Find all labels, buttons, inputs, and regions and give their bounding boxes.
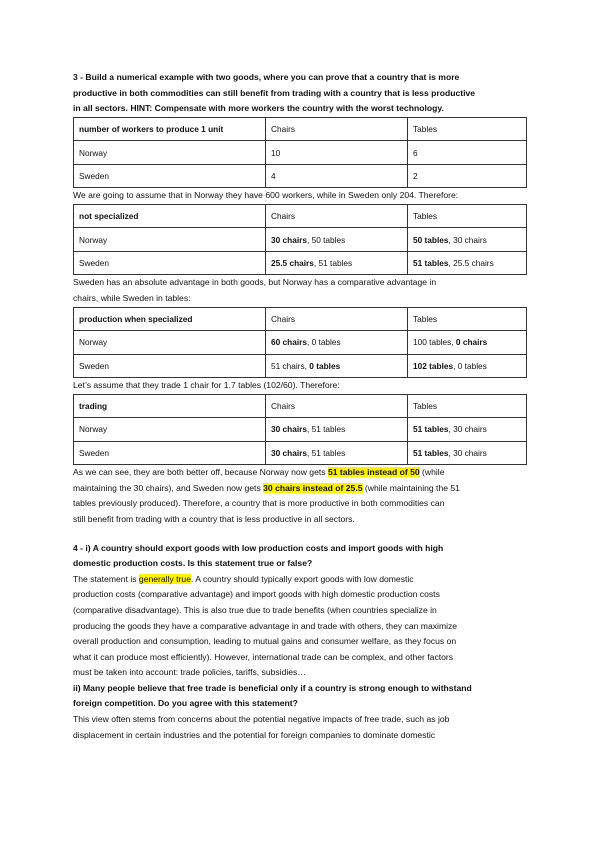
q4-answer-line-1: The statement is generally true. A country should typically export goods with low domestic <box>73 573 414 584</box>
table-cell: 51 chairs, 0 tables <box>266 354 408 378</box>
table-cell: Sweden <box>74 354 266 378</box>
table-header-cell: not specialized <box>74 204 266 228</box>
table-row <box>74 228 527 252</box>
q4-answer-line: production costs (comparative advantage) and import goods with high domestic production costs <box>73 589 440 600</box>
document-page <box>73 70 528 743</box>
table-header-cell: Chairs <box>266 394 408 418</box>
table-header-cell: Chairs <box>266 204 408 228</box>
table-cell: 50 tables, 30 chairs <box>408 228 527 252</box>
table-header-cell: trading <box>74 394 266 418</box>
table-cell: Sweden <box>74 441 266 465</box>
highlight-norway: 51 tables instead of 50 <box>327 467 420 478</box>
table-cell: 100 tables, 0 chairs <box>408 331 527 355</box>
table-header-cell: production when specialized <box>74 307 266 331</box>
q4-answer-line: overall production and consumption, leading to mutual gains and consumer welfare, as they focus on <box>73 636 457 647</box>
table-header-row <box>74 117 527 141</box>
highlight-sweden: 30 chairs instead of 25.5 <box>263 482 363 493</box>
q4-title-line-1: 4 - i) A country should export goods with low production costs and import goods with high <box>73 542 444 553</box>
table-row <box>74 251 527 275</box>
q4-answer-line: what it can produce most efficiently). However, international trade can be complex, and other factors <box>73 651 454 662</box>
table-cell: 25.5 chairs, 51 tables <box>266 251 408 275</box>
table-header-cell: number of workers to produce 1 unit <box>74 117 266 141</box>
advantage-text-line-2: chairs, while Sweden in tables: <box>73 292 191 303</box>
table-cell: 102 tables, 0 tables <box>408 354 527 378</box>
q4-title-line-2: domestic production costs. Is this statement true or false? <box>73 558 313 569</box>
table-header-cell: Chairs <box>266 307 408 331</box>
table-row <box>74 331 527 355</box>
q4-ii-title-line-1: ii) Many people believe that free trade is beneficial only if a country is strong enough to withstand <box>73 682 472 693</box>
q4-ii-answer-line: displacement in certain industries and the potential for foreign companies to dominate domestic <box>73 729 436 740</box>
table-cell: 2 <box>408 164 527 188</box>
assume-trade-text: Let’s assume that they trade 1 chair for 1.7 tables (102/60). Therefore: <box>73 380 340 391</box>
table-row <box>74 354 527 378</box>
table-cell: Norway <box>74 228 266 252</box>
table-row <box>74 441 527 465</box>
table-cell: Norway <box>74 141 266 165</box>
q4-ii-answer-line: This view often stems from concerns about the potential negative impacts of free trade, such as job <box>73 714 450 725</box>
table-cell: 30 chairs, 51 tables <box>266 418 408 442</box>
table-cell: 10 <box>266 141 408 165</box>
table-row <box>74 164 527 188</box>
specialized-table <box>73 307 527 379</box>
conclusion-line-1: As we can see, they are both better off, because Norway now gets 51 tables instead of 50 (while <box>73 467 445 478</box>
table-cell: 60 chairs, 0 tables <box>266 331 408 355</box>
q4-answer-line: (comparative disadvantage). This is also true due to trade benefits (when countries specialize in <box>73 604 437 615</box>
table-cell: 30 chairs, 50 tables <box>266 228 408 252</box>
q4-answer-line: must be taken into account: trade policies, tariffs, subsidies… <box>73 667 306 678</box>
table-cell: 30 chairs, 51 tables <box>266 441 408 465</box>
table-row <box>74 418 527 442</box>
conclusion-line-3: tables previously produced). Therefore, a country that is more productive in both commodities can <box>73 498 445 509</box>
table-header-row <box>74 307 527 331</box>
table-cell: 51 tables, 25.5 chairs <box>408 251 527 275</box>
highlight-generally-true: generally true <box>138 573 191 584</box>
table-cell: Norway <box>74 418 266 442</box>
conclusion-line-4: still benefit from trading with a country that is less productive in all sectors. <box>73 513 355 524</box>
table-header-cell: Chairs <box>266 117 408 141</box>
q3-title-line-3: in all sectors. HINT: Compensate with more workers the country with the worst technology. <box>73 103 444 114</box>
table-header-row <box>74 394 527 418</box>
q3-title-line-2: productive in both commodities can still benefit from trading with a country that is less productive <box>73 87 476 98</box>
table-cell: 51 tables, 30 chairs <box>408 441 527 465</box>
conclusion-line-2: maintaining the 30 chairs), and Sweden now gets 30 chairs instead of 25.5 (while maintaining the 51 <box>73 482 460 493</box>
advantage-text-line-1: Sweden has an absolute advantage in both goods, but Norway has a comparative advantage in <box>73 277 437 288</box>
table-cell: Norway <box>74 331 266 355</box>
q4-ii-title-line-2: foreign competition. Do you agree with this statement? <box>73 698 298 709</box>
table-cell: 4 <box>266 164 408 188</box>
table-cell: 51 tables, 30 chairs <box>408 418 527 442</box>
table-cell: Sweden <box>74 251 266 275</box>
table-header-cell: Tables <box>408 394 527 418</box>
table-cell: 6 <box>408 141 527 165</box>
table-header-cell: Tables <box>408 307 527 331</box>
table-header-row <box>74 204 527 228</box>
not-specialized-table <box>73 204 527 276</box>
table-header-cell: Tables <box>408 117 527 141</box>
trading-table <box>73 394 527 466</box>
table-cell: Sweden <box>74 164 266 188</box>
workers-table <box>73 117 527 189</box>
assume-workers-text: We are going to assume that in Norway they have 600 workers, while in Sweden only 204. Therefore: <box>73 190 459 201</box>
q3-title-line-1: 3 - Build a numerical example with two goods, where you can prove that a country that is more <box>73 72 460 82</box>
q4-answer-line: producing the goods they have a comparative advantage in and trade with others, they can maximize <box>73 620 458 631</box>
table-header-cell: Tables <box>408 204 527 228</box>
table-row <box>74 141 527 165</box>
